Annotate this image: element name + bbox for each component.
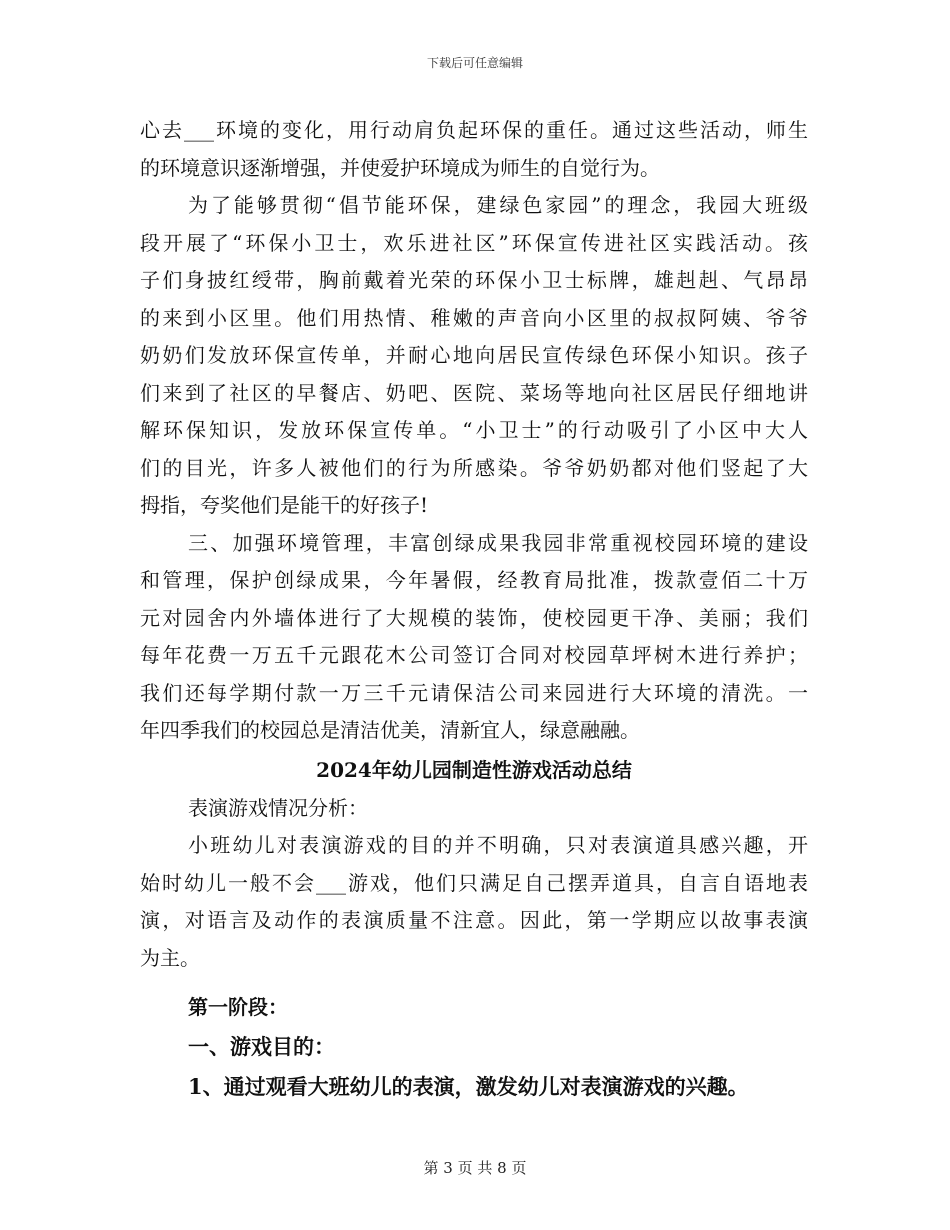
text-line: 年四季我们的校园总是清洁优美，清新宜人，绿意融融。 — [140, 718, 640, 742]
document-body — [140, 112, 808, 1107]
paragraph-2 — [140, 187, 808, 525]
paragraph-5 — [140, 827, 808, 977]
text-line: 为主。 — [140, 945, 200, 970]
text-line: 解环保知识，发放环保宣传单。“小卫士”的行动吸引了小区中大人 — [140, 418, 808, 442]
section-title: 2024年幼儿园制造性游戏活动总结 — [316, 757, 632, 782]
text-line: 始时幼儿一般不会___游戏，他们只满足自己摆弄道具，自言自语地表 — [140, 870, 808, 895]
text-line: 段开展了“环保小卫士，欢乐进社区”环保宣传进社区实践活动。孩 — [140, 230, 808, 255]
text-line: 奶奶们发放环保宣传单，并耐心地向居民宣传绿色环保小知识。孩子 — [140, 343, 808, 367]
text-line: 三、加强环境管理，丰富创绿成果我园非常重视校园环境的建设 — [188, 530, 808, 555]
text-line: 演，对语言及动作的表演质量不注意。因此，第一学期应以故事表演 — [140, 908, 808, 932]
page-footer: 第 3 页 共 8 页 — [423, 1159, 527, 1177]
paragraph-1 — [140, 112, 808, 187]
text-line: 的来到小区里。他们用热情、稚嫩的声音向小区里的叔叔阿姨、爷爷 — [140, 305, 808, 330]
text-line: 们来到了社区的早餐店、奶吧、医院、菜场等地向社区居民仔细地讲 — [140, 380, 808, 405]
text-line: 心去___环境的变化，用行动肩负起环保的重任。通过这些活动，师生 — [140, 118, 808, 142]
text-line: 表演游戏情况分析： — [188, 795, 368, 820]
text-line: 我们还每学期付款一万三千元请保洁公司来园进行大环境的清洗。一 — [140, 680, 808, 705]
text-line: 每年花费一万五千元跟花木公司签订合同对校园草坪树木进行养护； — [140, 643, 808, 667]
goal-heading: 一、游戏目的： — [188, 1033, 335, 1059]
text-line: 们的目光，许多人被他们的行为所感染。爷爷奶奶都对他们竖起了大 — [140, 455, 808, 480]
text-line: 小班幼儿对表演游戏的目的并不明确，只对表演道具感兴趣，开 — [188, 833, 808, 857]
page-header: 下载后可任意编辑 — [426, 56, 523, 70]
stage-heading: 第一阶段： — [188, 995, 288, 1019]
text-line: 拇指，夸奖他们是能干的好孩子! — [140, 493, 429, 517]
goal-item: 1、通过观看大班幼儿的表演，激发幼儿对表演游戏的兴趣。 — [188, 1073, 749, 1099]
text-line: 子们身披红绶带，胸前戴着光荣的环保小卫士标牌，雄赳赳、气昂昂 — [140, 268, 808, 292]
text-line: 元对园舍内外墙体进行了大规模的装饰，使校园更干净、美丽；我们 — [140, 605, 808, 630]
text-line: 为了能够贯彻“倡节能环保，建绿色家园”的理念，我园大班级 — [188, 193, 808, 217]
paragraph-3 — [140, 525, 808, 750]
text-line: 和管理，保护创绿成果，今年暑假，经教育局批准，拨款壹佰二十万 — [140, 568, 808, 592]
text-line: 的环境意识逐渐增强，并使爱护环境成为师生的自觉行为。 — [140, 155, 660, 180]
